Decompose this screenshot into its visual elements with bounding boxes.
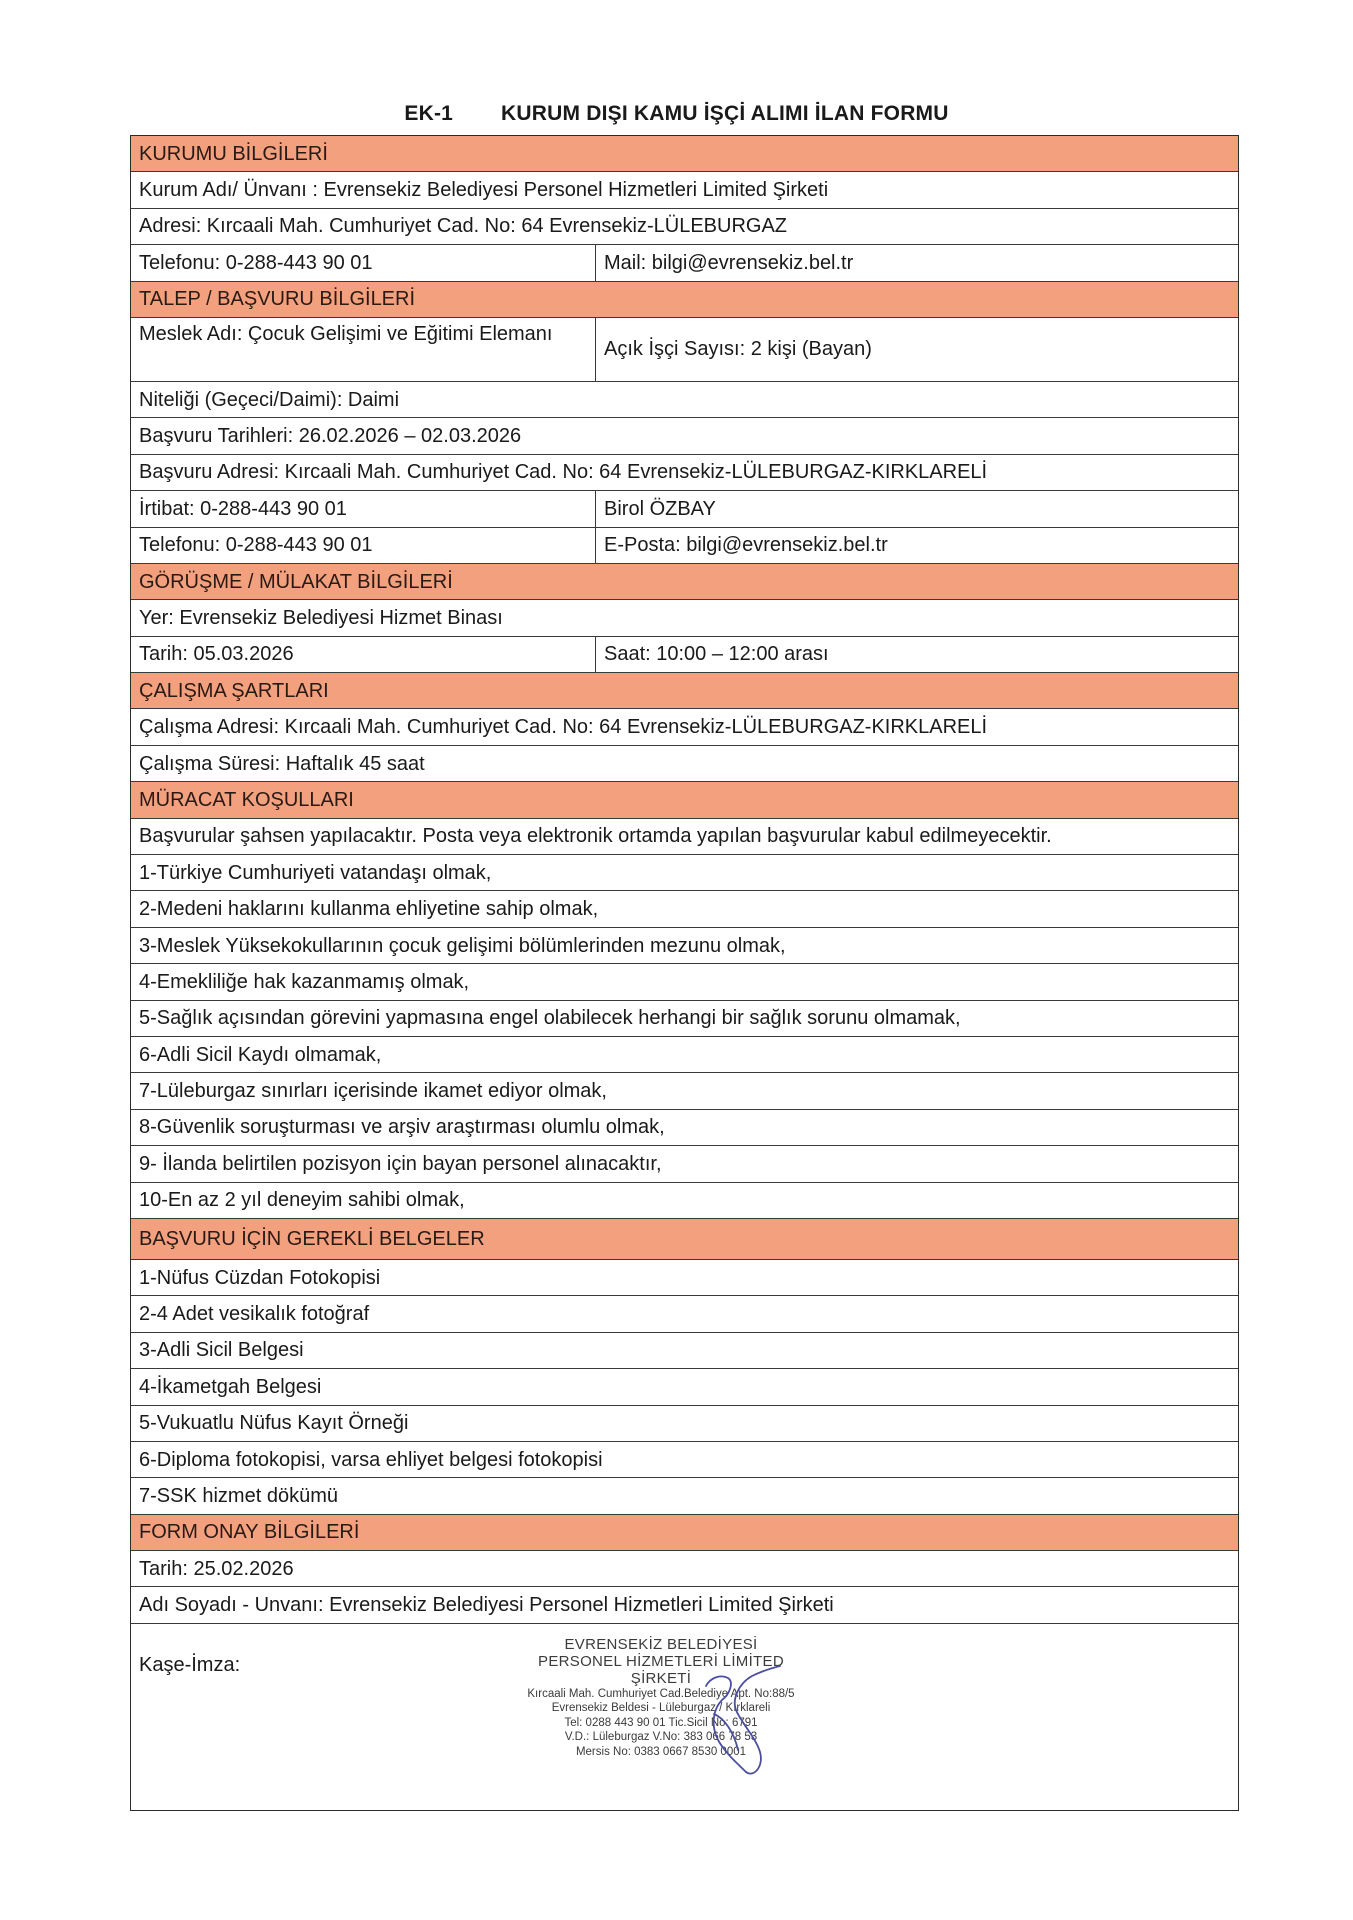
condition-text: 5-Sağlık açısından görevini yapmasına engel olabilecek herhangi bir sağlık sorunu olmamak, [139,1007,961,1030]
signature-icon [676,1654,786,1784]
stamp-line: EVRENSEKİZ BELEDİYESİ [564,1635,758,1653]
section-header-muracat [131,782,1238,818]
row-institution-name [131,172,1238,208]
row-nature [131,382,1238,418]
section-title: MÜRACAT KOŞULLARI [139,788,354,811]
page-title [0,102,1353,126]
section-header-onay [131,1515,1238,1551]
document-item [131,1406,1238,1442]
condition-item [131,1001,1238,1037]
row-interview-place [131,600,1238,636]
condition-text: 9- İlanda belirtilen pozisyon için bayan personel alınacaktır, [139,1152,662,1175]
document-item [131,1478,1238,1514]
row-contact-2 [131,528,1238,564]
condition-text: 10-En az 2 yıl deneyim sahibi olmak, [139,1189,465,1212]
institution-phone: Telefonu: 0-288-443 90 01 [131,245,596,280]
application-phone: Telefonu: 0-288-443 90 01 [131,528,596,563]
document-text: 5-Vukuatlu Nüfus Kayıt Örneği [139,1412,409,1435]
stamp-line: Evrensekiz Beldesi - Lüleburgaz / Kırklareli [551,1702,771,1715]
section-title: ÇALIŞMA ŞARTLARI [139,679,329,702]
condition-item [131,928,1238,964]
condition-text: 7-Lüleburgaz sınırları içerisinde ikamet ediyor olmak, [139,1080,607,1103]
institution-name: Kurum Adı/ Ünvanı : Evrensekiz Belediyesi Personel Hizmetleri Limited Şirketi [139,179,829,202]
institution-mail: Mail: bilgi@evrensekiz.bel.tr [604,251,854,274]
row-approver [131,1587,1238,1623]
condition-text: 3-Meslek Yüksekokullarının çocuk gelişimi bölümlerinden mezunu olmak, [139,934,786,957]
row-work-duration [131,746,1238,782]
row-work-address [131,709,1238,745]
document-item [131,1369,1238,1405]
row-stamp-signature [131,1624,1238,1810]
interview-date: Tarih: 05.03.2026 [131,637,596,672]
section-title: BAŞVURU İÇİN GEREKLİ BELGELER [139,1227,485,1250]
document-text: 6-Diploma fotokopisi, varsa ehliyet belgesi fotokopisi [139,1448,603,1471]
section-header-gorusme [131,564,1238,600]
position-nature: Niteliği (Geçeci/Daimi): Daimi [139,388,400,411]
document-item [131,1333,1238,1369]
condition-text: 8-Güvenlik soruşturması ve arşiv araştırması olumlu olmak, [139,1116,665,1139]
section-title: KURUMU BİLGİLERİ [139,142,328,165]
approver-name-title: Adı Soyadı - Unvanı: Evrensekiz Belediyesi Personel Hizmetleri Limited Şirketi [139,1594,834,1617]
condition-text: 6-Adli Sicil Kaydı olmamak, [139,1043,382,1066]
document-item [131,1260,1238,1296]
row-approval-date [131,1551,1238,1587]
stamp-line: V.D.: Lüleburgaz V.No: 383 066 78 53 [564,1731,758,1744]
document-item [131,1442,1238,1478]
condition-item [131,1073,1238,1109]
row-contact [131,491,1238,527]
row-institution-contact [131,245,1238,281]
row-profession [131,318,1238,382]
application-dates: Başvuru Tarihleri: 26.02.2026 – 02.03.2026 [139,425,522,448]
job-posting-form [130,135,1239,1811]
profession-name: Meslek Adı: Çocuk Gelişimi ve Eğitimi Elemanı [131,318,596,381]
application-note: Başvurular şahsen yapılacaktır. Posta veya elektronik ortamda yapılan başvurular kabul edilmeyecektir. [139,825,1052,848]
section-title: FORM ONAY BİLGİLERİ [139,1521,360,1544]
row-application-note [131,819,1238,855]
contact-person: Birol ÖZBAY [604,497,716,520]
condition-item [131,964,1238,1000]
work-address: Çalışma Adresi: Kırcaali Mah. Cumhuriyet Cad. No: 64 Evrensekiz-LÜLEBURGAZ-KIRKLARELİ [139,716,988,739]
row-application-dates [131,418,1238,454]
stamp-line: Kırcaali Mah. Cumhuriyet Cad.Belediye Apt. No:88/5 [527,1687,795,1700]
section-title: TALEP / BAŞVURU BİLGİLERİ [139,288,416,311]
document-text: 7-SSK hizmet dökümü [139,1484,338,1507]
approval-date: Tarih: 25.02.2026 [139,1557,294,1580]
section-header-belgeler [131,1219,1238,1260]
row-interview-datetime [131,637,1238,673]
stamp-signature-label: Kaşe-İmza: [139,1653,241,1676]
condition-item [131,891,1238,927]
application-address: Başvuru Adresi: Kırcaali Mah. Cumhuriyet Cad. No: 64 Evrensekiz-LÜLEBURGAZ-KIRKLARELİ [139,461,988,484]
document-text: 3-Adli Sicil Belgesi [139,1339,304,1362]
form-title: KURUM DIŞI KAMU İŞÇİ ALIMI İLAN FORMU [501,102,949,125]
open-positions: Açık İşçi Sayısı: 2 kişi (Bayan) [604,338,872,361]
form-code: EK-1 [404,102,454,125]
document-text: 1-Nüfus Cüzdan Fotokopisi [139,1266,381,1289]
stamp-line: PERSONEL HİZMETLERİ LİMİTED ŞİRKETİ [538,1652,784,1687]
row-institution-address [131,209,1238,245]
document-text: 4-İkametgah Belgesi [139,1375,322,1398]
application-email: E-Posta: bilgi@evrensekiz.bel.tr [604,534,888,557]
document-item [131,1296,1238,1332]
work-duration: Çalışma Süresi: Haftalık 45 saat [139,752,425,775]
interview-time: Saat: 10:00 – 12:00 arası [604,643,829,666]
stamp-line: Tel: 0288 443 90 01 Tic.Sicil No: 6791 [564,1716,758,1729]
condition-text: 4-Emekliliğe hak kazanmamış olmak, [139,970,470,993]
condition-text: 2-Medeni haklarını kullanma ehliyetine sahip olmak, [139,898,599,921]
condition-item [131,1183,1238,1219]
section-title: GÖRÜŞME / MÜLAKAT BİLGİLERİ [139,570,453,593]
condition-item [131,1037,1238,1073]
document-text: 2-4 Adet vesikalık fotoğraf [139,1303,370,1326]
stamp-line: Mersis No: 0383 0667 8530 0001 [575,1745,747,1758]
institution-address: Adresi: Kırcaali Mah. Cumhuriyet Cad. No: 64 Evrensekiz-LÜLEBURGAZ [139,215,788,238]
condition-text: 1-Türkiye Cumhuriyeti vatandaşı olmak, [139,861,492,884]
condition-item [131,1146,1238,1182]
interview-place: Yer: Evrensekiz Belediyesi Hizmet Binası [139,606,503,629]
section-header-talep [131,282,1238,318]
section-header-calisma [131,673,1238,709]
section-header-kurum [131,136,1238,172]
row-application-address [131,455,1238,491]
condition-item [131,855,1238,891]
contact-phone: İrtibat: 0-288-443 90 01 [131,491,596,526]
condition-item [131,1110,1238,1146]
